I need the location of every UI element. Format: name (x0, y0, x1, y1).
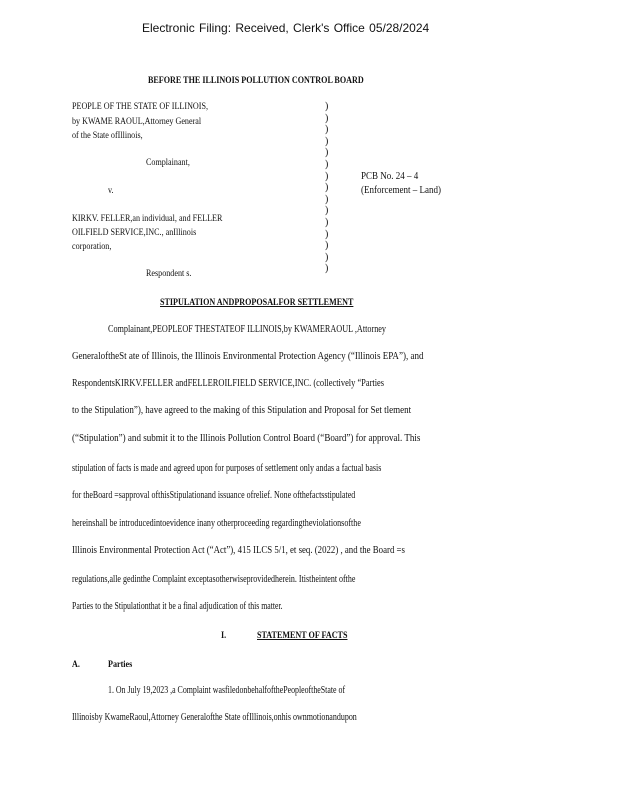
paren: ) (325, 112, 329, 124)
defendant-line-1: KIRKV. FELLER,an individual, and FELLER (72, 213, 223, 223)
paren: ) (325, 124, 329, 136)
section-number: I. (221, 630, 227, 640)
case-number: PCB No. 24 – 4 (361, 171, 419, 182)
paren: ) (325, 205, 329, 217)
intro-line-10: regulations,alle gedinthe Complaint exceptasotherwiseprovidedherein. Itistheintent ofthe (72, 574, 356, 585)
paren: ) (325, 251, 329, 263)
plaintiff-line-3: of the State ofIllinois, (72, 130, 143, 140)
paren: ) (325, 228, 329, 240)
versus-label: v. (108, 185, 114, 195)
paren: ) (325, 170, 329, 182)
paren: ) (325, 216, 329, 228)
intro-line-4: to the Stipulation”), have agreed to the making of this Stipulation and Proposal for Set tlement (72, 405, 412, 416)
intro-line-5: (“Stipulation”) and submit it to the Illinois Pollution Control Board (“Board”) for approval. This (72, 433, 421, 444)
defendant-line-3: corporation, (72, 241, 112, 251)
intro-line-6: stipulation of facts is made and agreed upon for purposes of settlement only andas a factual basis (72, 463, 382, 474)
board-title: BEFORE THE ILLINOIS POLLUTION CONTROL BOARD (148, 75, 364, 85)
intro-line-2: GeneraloftheSt ate of Illinois, the Illinois Environmental Protection Agency (“Illinois EPA”), and (72, 351, 424, 362)
filing-stamp: Electronic Filing: Received, Clerk's Office 05/28/2024 (142, 21, 430, 35)
case-type: (Enforcement – Land) (361, 185, 441, 196)
paren: ) (325, 135, 329, 147)
intro-line-3: RespondentsKIRKV.FELLER andFELLEROILFIELD SERVICE,INC. (collectively “Parties (72, 378, 385, 389)
document-title: STIPULATION ANDPROPOSALFOR SETTLEMENT (160, 297, 354, 307)
paren: ) (325, 147, 329, 159)
paren: ) (325, 182, 329, 194)
paren: ) (325, 193, 329, 205)
intro-line-8: hereinshall be introducedintoevidence inany otherproceeding regardingtheviolationsofthe (72, 518, 361, 529)
defendant-line-2: OILFIELD SERVICE,INC., anIllinois (72, 227, 197, 237)
paren: ) (325, 101, 329, 112)
respondents-label: Respondent s. (146, 268, 192, 278)
subsection-title: Parties (108, 659, 133, 669)
paragraph-1-line-1: 1. On July 19,2023 ,a Complaint wasfiledonbehalfofthePeopleoftheState of (108, 685, 346, 696)
paragraph-1-line-2: Illinoisby KwameRaoul,Attorney Generalofthe State ofIllinois,onhis ownmotionandupon (72, 712, 357, 723)
section-title: STATEMENT OF FACTS (257, 630, 348, 640)
paren: ) (325, 263, 329, 275)
paren: ) (325, 158, 329, 170)
intro-line-11: Parties to the Stipulationthat it be a final adjudication of this matter. (72, 601, 283, 612)
paren: ) (325, 240, 329, 252)
caption-paren-column (325, 101, 328, 275)
intro-line-1: Complainant,PEOPLEOF THESTATEOF ILLINOIS,by KWAMERAOUL ,Attorney (108, 324, 387, 335)
subsection-letter: A. (72, 659, 80, 669)
plaintiff-line-2: by KWAME RAOUL,Attorney General (72, 116, 202, 126)
intro-line-7: for theBoard =sapproval ofthisStipulationand issuance ofrelief. None ofthefactsstipulated (72, 490, 356, 501)
intro-line-9: Illinois Environmental Protection Act (“Act”), 415 ILCS 5/1, et seq. (2022) , and the Board =s (72, 545, 405, 556)
complainant-label: Complainant, (146, 157, 190, 167)
plaintiff-line-1: PEOPLE OF THE STATE OF ILLINOIS, (72, 101, 209, 111)
